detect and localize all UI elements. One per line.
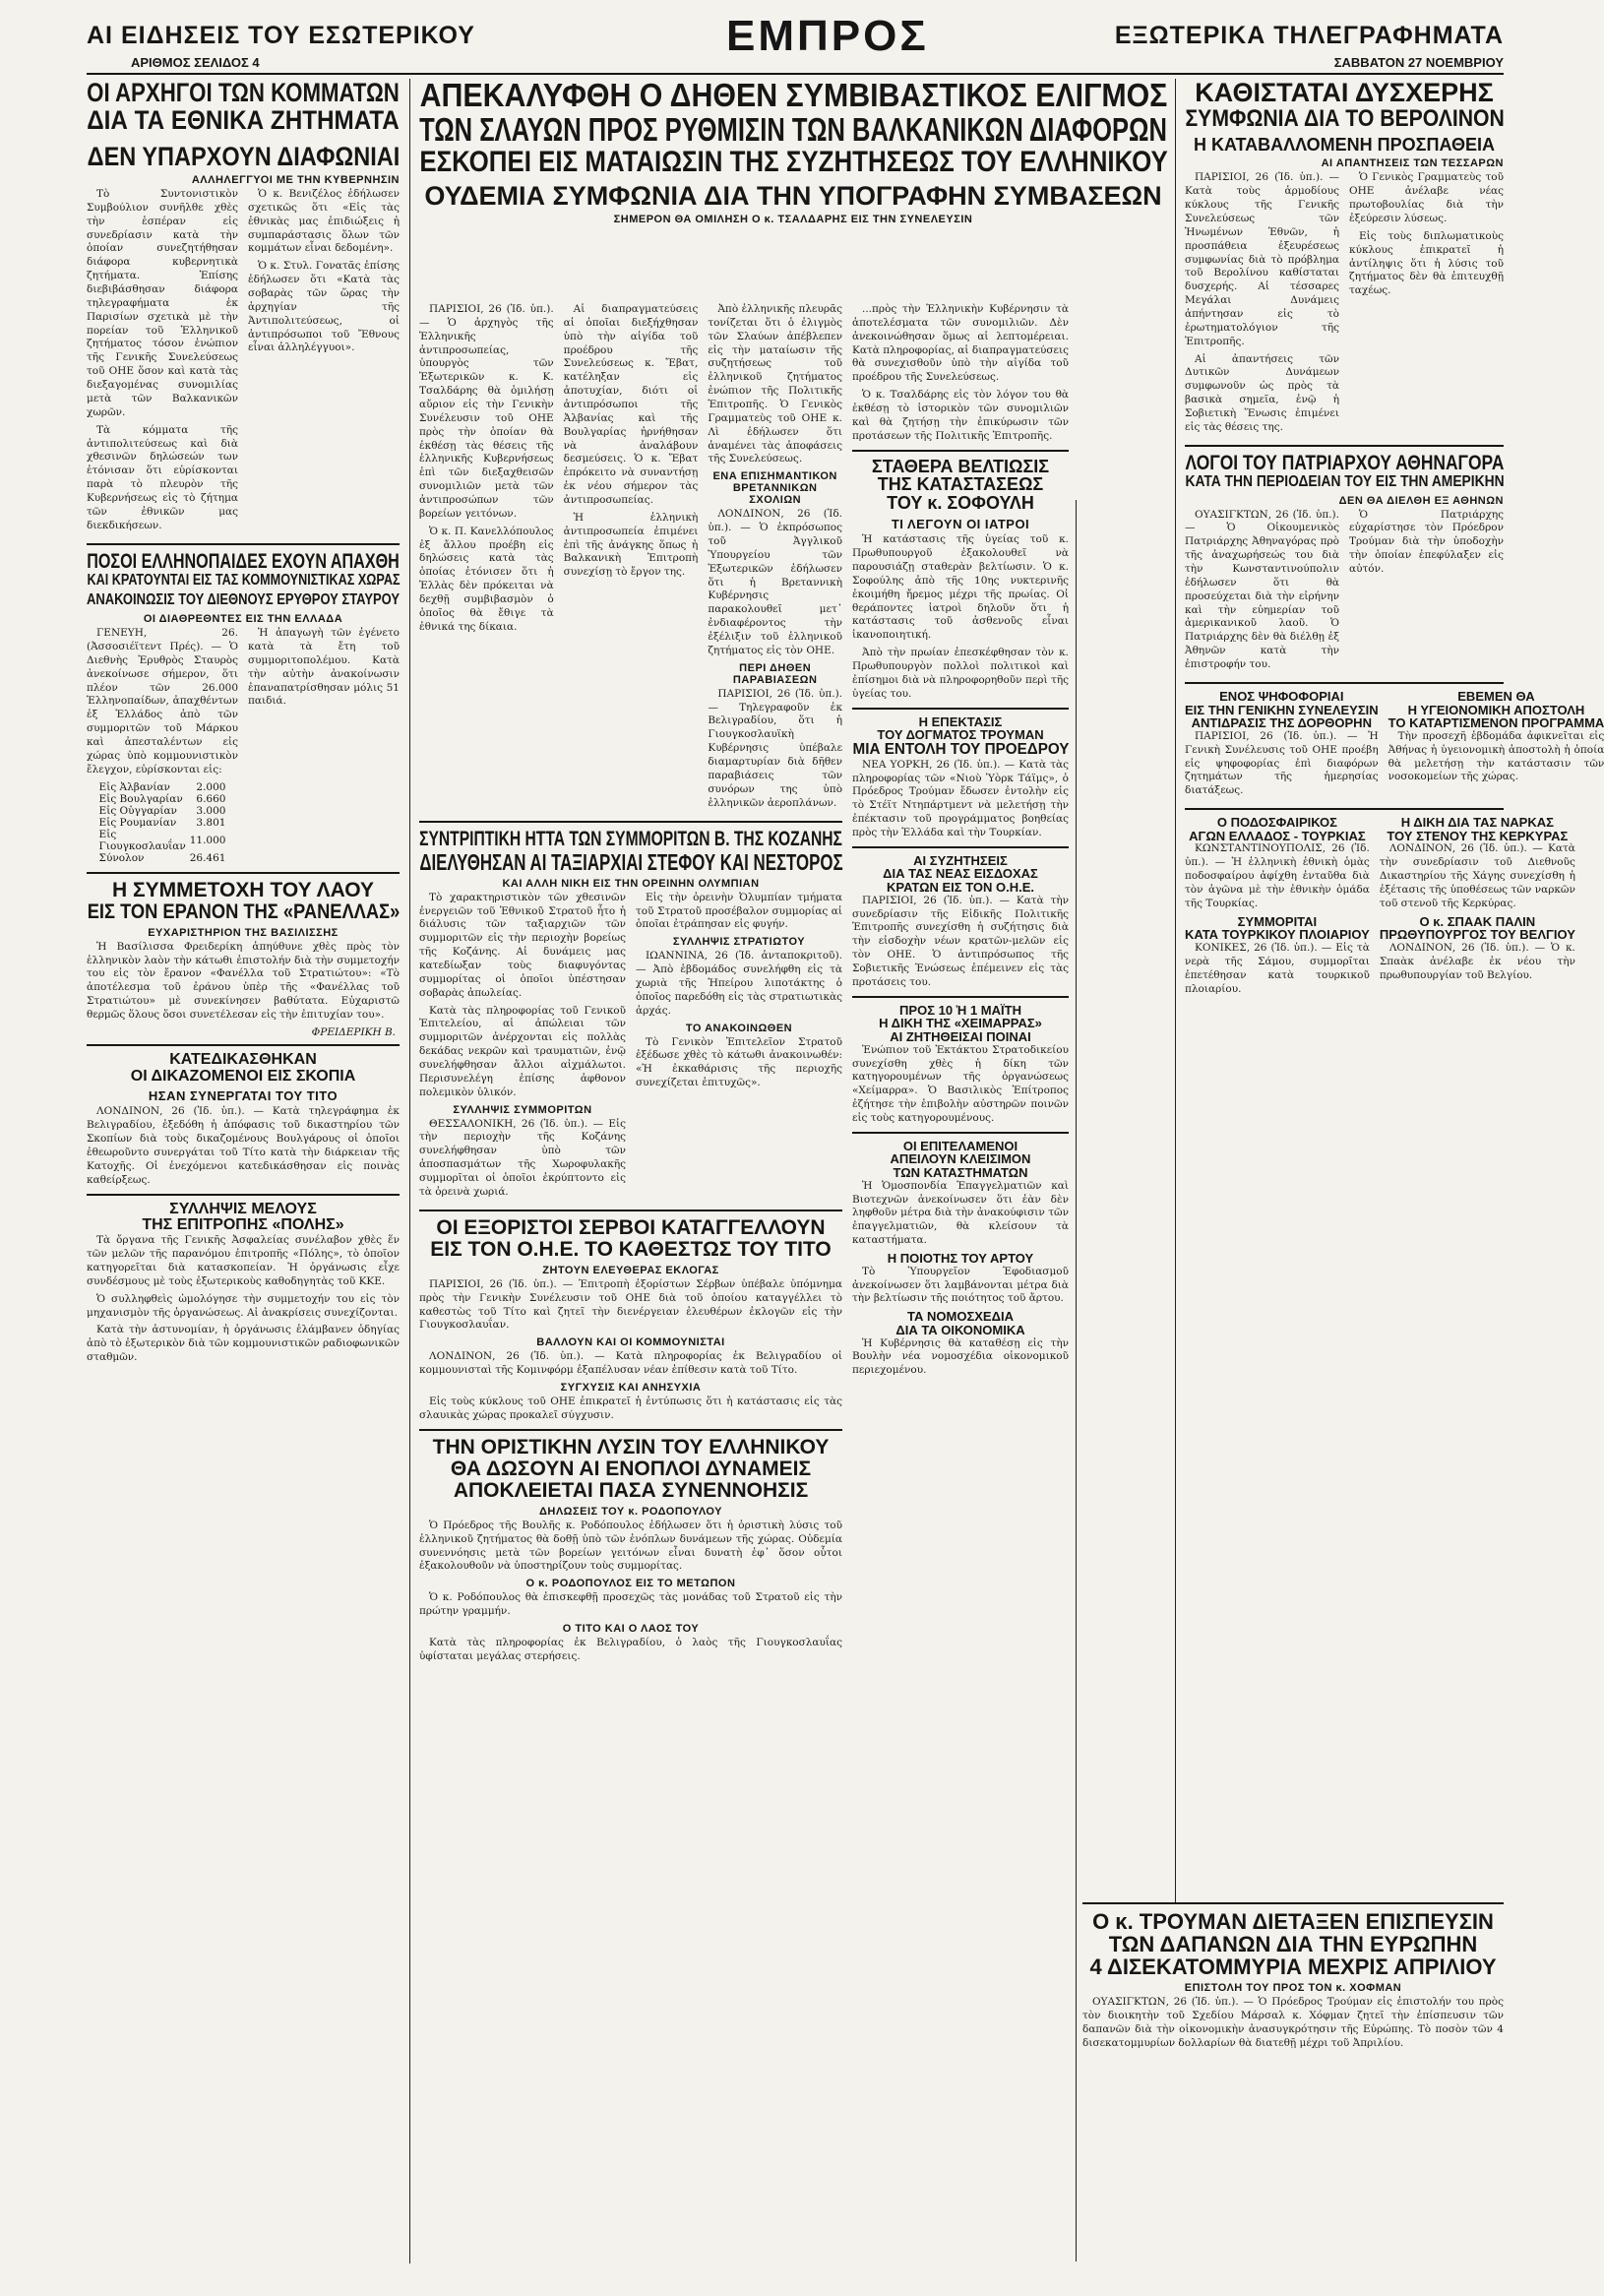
article-text: Εἰς τοὺς κύκλους τοῦ ΟΗΕ ἐπικρατεῖ ἡ ἐντύπωσις ὅτι ἡ κατάστασις εἰς τὰς σλαυικὰς χώρας προκαλεῖ σύγχυσιν. — [419, 1395, 842, 1421]
article-text: Ἡ ἀπαγωγὴ τῶν ἐγένετο κατὰ τὰ ἔτη τοῦ συμμοριτοπολέμου. Κατὰ τὴν αὐτὴν ἀνακοίνωσιν ἐπαναπατρίσθησαν μόλις 51 παιδιά. — [248, 627, 400, 708]
article-block — [419, 821, 842, 1204]
headline: ΠΡΩΘΥΠΟΥΡΓΟΣ ΤΟΥ ΒΕΛΓΙΟΥ — [1379, 927, 1575, 943]
article-text: Αἱ ἀπαντήσεις τῶν Δυτικῶν Δυνάμεων συμφωνοῦν ὡς πρὸς τὰ βασικὰ σημεῖα, ἐνῷ ἡ Σοβιετικὴ Ἕνωσις ἐπιμένει εἰς τὰς θέσεις της. — [1185, 352, 1339, 433]
article-text: Ἀπὸ ἑλληνικῆς πλευρᾶς τονίζεται ὅτι ὁ ἐλιγμὸς τῶν Σλαύων ἀπέβλεπεν εἰς τὴν ματαίωσιν τῆς συζητήσεως τοῦ ἑλληνικοῦ ζητήματος ἐνώπιον τῆς Πολιτικῆς Ἐπιτροπῆς. Ὁ Γενικὸς Γραμματεὺς τοῦ ΟΗΕ κ. Λὶ ἐδήλωσεν ὅτι ἀναμένει τὰς ἀποφάσεις τῆς Συνελεύσεως. — [708, 303, 843, 465]
article-columns — [87, 627, 400, 865]
masthead: ΕΜΠΡΟΣ — [726, 12, 929, 60]
subheadline: ΣΥΛΛΗΨΙΣ ΣΥΜΜΟΡΙΤΩΝ — [453, 1103, 592, 1116]
newspaper-page — [87, 12, 1604, 2271]
subheadline: ΣΥΓΧΥΣΙΣ ΚΑΙ ΑΝΗΣΥΧΙΑ — [560, 1381, 702, 1394]
headline: ΚΑΤΕΔΙΚΑΣΘΗΚΑΝ — [169, 1050, 317, 1068]
subheadline: ΠΕΡΙ ΔΗΘΕΝ ΠΑΡΑΒΙΑΣΕΩΝ — [732, 661, 818, 686]
headline: Η ΔΙΚΗ ΤΗΣ «ΧΕΙΜΑΡΡΑΣ» — [879, 1016, 1042, 1031]
headline: ΠΡΟΣ 10 Ἡ 1 ΜΑΪΤΗ — [899, 1002, 1021, 1018]
headline: Η ΥΓΕΙΟΝΟΜΙΚΗ ΑΠΟΣΤΟΛΗ — [1407, 702, 1585, 717]
article-block — [852, 1132, 1069, 1378]
article-text: ΚΟΝΙΚΕΣ, 26 (Ἰδ. ὑπ.). — Εἰς τὰ νερὰ τῆς Σάμου, συμμορῖται ἐπετέθησαν κατὰ τουρκικοῦ πλοιαρίου. — [1185, 941, 1370, 995]
article-text: Ἀπὸ τὴν πρωίαν ἐπεσκέφθησαν τὸν κ. Πρωθυπουργὸν πολλοὶ πολιτικοὶ καὶ ἐπίσημοι διὰ νὰ πληροφορηθοῦν περὶ τῆς ὑγείας του. — [852, 647, 1069, 700]
article-text: ΙΩΑΝΝΙΝΑ, 26 (Ἰδ. ἀνταποκριτοῦ). — Ἀπὸ ἑβδομάδος συνελήφθη εἰς τὰ χωριὰ τῆς Ἠπείρου λιποτάκτης ὁ ὁποῖος παρεδόθη εἰς τὰς στρατιωτικὰς ἀρχάς. — [636, 950, 842, 1017]
article-text: ΛΟΝΔΙΝΟΝ, 26 (Ἰδ. ὑπ.). — Ὁ ἐκπρόσωπος τοῦ Ἀγγλικοῦ Ὑπουργείου τῶν Ἐξωτερικῶν ἐδήλωσεν ὅτι ἡ Βρεταννικὴ Κυβέρνησις παρακολουθεῖ μετ᾽ ἐνδιαφέροντος τὴν ἐξέλιξιν τοῦ ἑλληνικοῦ ζητήματος εἰς τὸν ΟΗΕ. — [708, 508, 843, 656]
article-text: Ἡ Βασίλισσα Φρειδερίκη ἀπηύθυνε χθὲς πρὸς τὸν ἑλληνικὸν λαὸν τὴν κάτωθι ἐπιστολήν διὰ τὴν συμμετοχήν του εἰς τὸν ἔρανον «Φανέλλα τοῦ Στρατιώτου»: «Τὸ ἀποτέλεσμα τοῦ ἐράνου ὑπὲρ τῆς «Φανέλλας τοῦ Στρατιώτου» μὲ συνεκίνησεν βαθύτατα. Εὐχαριστῶ θερμῶς ὅλους ὅσοι συνετέλεσαν εἰς τὴν ἐπιτυχίαν του». — [87, 940, 400, 1021]
statistics-table — [97, 781, 228, 864]
article-text: ΠΑΡΙΣΙΟΙ, 26 (Ἰδ. ὑπ.). — Ὁ ἀρχηγὸς τῆς Ἑλληνικῆς ἀντιπροσωπείας, ὑπουργὸς τῶν Ἐξωτερικῶν κ. Κ. Τσαλδάρης θὰ ὁμιλήσῃ αὔριον εἰς τὴν Γενικὴν Συνέλευσιν τοῦ ΟΗΕ πρὸς τὴν ὁποίαν θὰ ἐκθέσῃ τὰς θέσεις τῆς ἑλληνικῆς Κυβερνήσεως ἐπὶ τῶν διεξαχθεισῶν συνομιλιῶν μετὰ τῶν ἀντιπροσώπων τῶν βορείων γειτόνων. — [419, 303, 554, 520]
count-cell: 6.660 — [196, 792, 226, 805]
headline: ΤΟ ΚΑΤΑΡΤΙΣΜΕΝΟΝ ΠΡΟΓΡΑΜΜΑ — [1388, 715, 1604, 731]
subheadline: ΟΙ ΔΙΑΘΡΕΘΝΤΕΣ ΕΙΣ ΤΗΝ ΕΛΛΑΔΑ — [143, 613, 343, 626]
country-cell: Εἰς Οὑγγαρίαν — [98, 804, 177, 817]
headline: ΔΙΑ ΤΑΣ ΝΕΑΣ ΕΙΣΔΟΧΑΣ — [883, 866, 1038, 882]
article-text: Τὸ Ὑπουργεῖον Ἐφοδιασμοῦ ἀνεκοίνωσεν ὅτι λαμβάνονται μέτρα διὰ τὴν βελτίωσιν τῆς ποιότητος τοῦ ἄρτου. — [852, 1265, 1069, 1305]
headline: ΑΠΕΙΛΟΥΝ ΚΛΕΙΣΙΜΟΝ — [890, 1151, 1031, 1167]
count-cell: 11.000 — [189, 834, 226, 846]
article-block — [852, 996, 1069, 1126]
subheadline: Ο κ. ΡΟΔΟΠΟΥΛΟΣ ΕΙΣ ΤΟ ΜΕΤΩΠΟΝ — [525, 1578, 736, 1590]
article-text: Κατὰ τὴν ἀστυνομίαν, ἡ ὀργάνωσις ἐλάμβανεν ὁδηγίας ἀπὸ τὸ ἐξωτερικὸν διὰ τῶν κομμουνιστικῶν ραδιοφωνικῶν σταθμῶν. — [87, 1324, 400, 1364]
signature: ΦΡΕΙΔΕΡΙΚΗ Β. — [311, 1025, 396, 1038]
article-text: ΓΕΝΕΥΗ, 26. (Ἀσσοσιέϊτεντ Πρές). — Ὁ Διεθνὴς Ἐρυθρὸς Σταυρὸς ἀνεκοίνωσε σήμερον, ὅτι πλέον τῶν 26.000 Ἑλληνοπαίδων, ἀπαχθέντων ἐξ Ἑλλάδος ἀπὸ τῶν συμμοριτῶν τοῦ Μάρκου καὶ ἀπεσταλέντων εἰς χώρας ὑπὸ κομμουνιστικὸν ἔλεγχον, εὑρίσκονται εἰς: — [87, 627, 238, 776]
headline: ΕΙΣ ΤΟΝ Ο.Η.Ε. ΤΟ ΚΑΘΕΣΤΩΣ ΤΟΥ ΤΙΤΟ — [430, 1237, 832, 1261]
headline: Ο κ. ΤΡΟΥΜΑΝ ΔΙΕΤΑΞΕΝ ΕΠΙΣΠΕΥΣΙΝ — [1092, 1909, 1494, 1934]
article-block — [852, 708, 1069, 840]
article-text: Ἡ ἑλληνικὴ ἀντιπροσωπεία ἐπιμένει ἐπὶ τῆς ἀνάγκης ὅπως ἡ Βαλκανικὴ Ἐπιτροπὴ συνεχίσῃ τὸ ἔργον της. — [563, 511, 699, 579]
article-row — [1185, 808, 1575, 1000]
headline: ΔΙΕΛΥΘΗΣΑΝ ΑΙ ΤΑΞΙΑΡΧΙΑΙ ΣΤΕΦΟΥ ΚΑΙ ΝΕΣΤΟΡΟΣ — [418, 848, 843, 875]
article-text: ΛΟΝΔΙΝΟΝ, 26 (Ἰδ. ὑπ.). — Κατὰ τὴν συνεδρίασιν τοῦ Διεθνοῦς Δικαστηρίου τῆς Χάγης συνεχίσθη ἡ ἐξέτασις τῆς ὑποθέσεως τῶν ναρκῶν τοῦ στενοῦ τῆς Κερκύρας. — [1379, 842, 1575, 909]
headline: Ο ΠΟΔΟΣΦΑΙΡΙΚΟΣ — [1216, 815, 1337, 831]
article-text: ΠΑΡΙΣΙΟΙ, 26 (Ἰδ. ὑπ.). — Τηλεγραφοῦν ἐκ Βελιγραδίου, ὅτι ἡ Γιουγκοσλαυϊκὴ Κυβέρνησις ὑπέβαλε διαμαρτυρίαν διὰ δῆθεν παραβιάσεις τῶν συνόρων της ὑπὸ ἑλληνικῶν ἀεροπλάνων. — [708, 687, 843, 809]
article-text: Κατὰ τὰς πληροφορίας ἐκ Βελιγραδίου, ὁ λαὸς τῆς Γιουγκοσλαυΐας ὑφίσταται μεγάλας στερήσεις. — [419, 1637, 842, 1662]
column-rule — [409, 79, 410, 2264]
headline: 4 ΔΙΣΕΚΑΤΟΜΜΥΡΙΑ ΜΕΧΡΙΣ ΑΠΡΙΛΙΟΥ — [1089, 1955, 1497, 1980]
subheadline: ΔΕΝ ΘΑ ΔΙΕΛΘΗ ΕΞ ΑΘΗΝΩΝ — [1338, 494, 1504, 507]
table-row — [97, 852, 228, 864]
table-row — [97, 817, 228, 829]
article-block — [1185, 690, 1379, 802]
page-number: ΑΡΙΘΜΟΣ ΣΕΛΙΔΟΣ 4 — [131, 55, 260, 70]
subheadline: ΗΣΑΝ ΣΥΝΕΡΓΑΤΑΙ ΤΟΥ ΤΙΤΟ — [148, 1088, 339, 1104]
subheadline: ΚΑΙ ΑΛΛΗ ΝΙΚΗ ΕΙΣ ΤΗΝ ΟΡΕΙΝΗΝ ΟΛΥΜΠΙΑΝ — [502, 877, 760, 890]
article-text: Ἡ Ὁμοσπονδία Ἐπαγγελματιῶν καὶ Βιοτεχνῶν ἀνεκοίνωσεν ὅτι ἐὰν δὲν ληφθοῦν μέτρα διὰ τὴν ἀνακούφισιν τῶν ἐπαγγελματιῶν, θὰ κλείσουν τὰ καταστήματα. — [852, 1179, 1069, 1247]
article-text: ΛΟΝΔΙΝΟΝ, 26 (Ἰδ. ὑπ.). — Κατὰ τηλεγράφημα ἐκ Βελιγραδίου, ἐξεδόθη ἡ ἀπόφασις τοῦ δικαστηρίου τῶν Σκοπίων διὰ τοὺς δικαζομένους Βουλγάρους οἱ ὁποῖοι ἐθεωροῦντο συνεργάται τοῦ Τίτο κατὰ τὴν διάρκειαν τῆς Κατοχῆς. Οἱ ἐνεχόμενοι κατεδικάσθησαν εἰς ποινὰς καθείρξεως. — [87, 1105, 400, 1186]
article-block — [87, 1194, 400, 1365]
headline: ΣΥΝΤΡΙΠΤΙΚΗ ΗΤΤΑ ΤΩΝ ΣΥΜΜΟΡΙΤΩΝ Β. ΤΗΣ ΚΟΖΑΝΗΣ — [419, 827, 842, 850]
headline: Η ΠΟΙΟΤΗΣ ΤΟΥ ΑΡΤΟΥ — [887, 1251, 1034, 1267]
article-text: Ἡ Κυβέρνησις θὰ καταθέσῃ εἰς τὴν Βουλὴν νέα νομοσχέδια οἰκονομικοῦ περιεχομένου. — [852, 1336, 1069, 1377]
article-text: ΛΟΝΔΙΝΟΝ, 26 (Ἰδ. ὑπ.). — Κατὰ πληροφορίας ἐκ Βελιγραδίου οἱ κομμουνισταὶ τῆς Κομινφόρμ ἐξαπέλυσαν νέαν ἐπίθεσιν κατὰ τοῦ Τίτο. — [419, 1350, 842, 1377]
article-text: Ὁ κ. Στυλ. Γονατᾶς ἐπίσης ἐδήλωσεν ὅτι «Κατὰ τὰς σοβαρὰς τῶν ὥρας τὴν ἀρχηγίαν τῆς Ἀντιπολιτεύσεως, οἱ ἀντιπρόσωποι τοῦ Ἔθνους εἶναι ἀλληλέγγυοι». — [248, 260, 400, 354]
headline: ΑΝΤΙΔΡΑΣΙΣ ΤΗΣ ΔΟΡΘΟΡΗΝ — [1191, 715, 1372, 731]
article-text: ΘΕΣΣΑΛΟΝΙΚΗ, 26 (Ἰδ. ὑπ.). — Εἰς τὴν περιοχὴν τῆς Κοζάνης συνελήφθησαν ὑπὸ τῶν ἀποσπασμάτων τῆς Χωροφυλακῆς συμμορῖται οἱ ὁποῖοι ἐκρύπτοντο εἰς τὰ ὀρεινὰ χωριά. — [419, 1117, 626, 1198]
subheadline: ΣΗΜΕΡΟΝ ΘΑ ΟΜΙΛΗΣΗ Ο κ. ΤΣΑΛΔΑΡΗΣ ΕΙΣ ΤΗΝ ΣΥΝΕΛΕΥΣΙΝ — [613, 214, 973, 226]
article-text: Ὁ κ. Ροδόπουλος θὰ ἐπισκεφθῇ προσεχῶς τὰς μονάδας τοῦ Στρατοῦ εἰς τὴν πρώτην γραμμήν. — [419, 1591, 842, 1618]
headline: ΟΙ ΑΡΧΗΓΟΙ ΤΩΝ ΚΟΜΜΑΤΩΝ — [87, 78, 400, 107]
article-text: Ὁ Γενικὸς Γραμματεὺς τοῦ ΟΗΕ ἀνέλαβε νέας πρωτοβουλίας διὰ τὴν ἐξεύρεσιν λύσεως. — [1349, 171, 1504, 224]
article-block — [1082, 1902, 1504, 2264]
article-text: ΠΑΡΙΣΙΟΙ, 26 (Ἰδ. ὑπ.). — Κατὰ τὴν συνεδρίασιν τῆς Εἰδικῆς Πολιτικῆς Ἐπιτροπῆς συνεχίσθη ἡ συζήτησις διὰ τὴν εἰσδοχὴν νέων κρατῶν-μελῶν εἰς τὸν ΟΗΕ. Ὁ ἀντιπρόσωπος τῆς Σοβιετικῆς Ἑνώσεως ἐπέμεινεν εἰς τὰς προτάσεις του. — [852, 894, 1069, 988]
article-text: Ὁ συλληφθεὶς ὡμολόγησε τὴν συμμετοχήν του εἰς τὸν μηχανισμὸν τῆς ὀργανώσεως. Αἱ ἀνακρίσεις συνεχίζονται. — [87, 1292, 400, 1319]
lead-headline: ΟΥΔΕΜΙΑ ΣΥΜΦΩΝΙΑ ΔΙΑ ΤΗΝ ΥΠΟΓΡΑΦΗΝ ΣΥΜΒΑΣΕΩΝ — [424, 180, 1162, 211]
article-text: Τὸ Συντονιστικὸν Συμβούλιον συνῆλθε χθὲς τὴν ἑσπέραν εἰς συνεδρίασιν κατὰ τὴν ὁποίαν συνεζητήθησαν διάφορα κυβερνητικὰ ζητήματα. Ἐπίσης διεβιβάσθησαν διάφορα τηλεγραφήματα ἐκ Παρισίων σχετικὰ μὲ τὴν πορείαν τοῦ Ἑλληνικοῦ ζητήματος τόσον ἐνώπιον τῆς Γενικῆς Συνελεύσεως τοῦ ΟΗΕ ὅσον καὶ κατὰ τὰς διεξαγομένας συνομιλίας μετὰ τῶν Βαλκανικῶν χωρῶν. — [87, 188, 238, 418]
headline: ΠΟΣΟΙ ΕΛΛΗΝΟΠΑΙΔΕΣ ΕΧΟΥΝ ΑΠΑΧΘΗ — [87, 549, 400, 573]
article-block — [87, 1044, 400, 1188]
article-block — [1388, 690, 1604, 802]
article-block — [1185, 816, 1370, 1000]
issue-date: ΣΑΒΒΑΤΟΝ 27 ΝΟΕΜΒΡΙΟΥ — [1333, 55, 1504, 70]
count-cell: 2.000 — [196, 780, 226, 793]
center-right-subcolumn — [852, 303, 1069, 2264]
headline: Η ΔΙΚΗ ΔΙΑ ΤΑΣ ΝΑΡΚΑΣ — [1400, 815, 1554, 831]
headline: ΣΤΑΘΕΡΑ ΒΕΛΤΙΩΣΙΣ — [871, 456, 1050, 476]
article-columns — [1185, 171, 1504, 438]
article-block — [1185, 445, 1504, 676]
table-row — [97, 781, 228, 793]
headline: ΘΑ ΔΩΣΟΥΝ ΑΙ ΕΝΟΠΛΟΙ ΔΥΝΑΜΕΙΣ — [450, 1457, 812, 1480]
article-text: Ὁ κ. Π. Κανελλόπουλος ἐξ ἄλλου προέβη εἰς δηλώσεις κατὰ τὰς ὁποίας ἐτόνισεν ὅτι ἡ Ἑλλὰς δὲν πρόκειται νὰ δεχθῇ συμβιβασμὸν ὁ ὁποῖος θὰ ἔθιγε τὰ ἐθνικά της δίκαια. — [419, 525, 554, 633]
headline: ΜΙΑ ΕΝΤΟΛΗ ΤΟΥ ΠΡΟΕΔΡΟΥ — [852, 740, 1069, 758]
article-text: Εἰς τὴν ὀρεινὴν Ὀλυμπίαν τμήματα τοῦ Στρατοῦ προσέβαλον συμμορίας αἱ ὁποῖαι ἐτράπησαν εἰς φυγήν. — [636, 891, 842, 931]
headline: ΣΥΜΜΟΡΙΤΑΙ — [1237, 913, 1318, 929]
subheadline: ΕΠΙΣΤΟΛΗ ΤΟΥ ΠΡΟΣ ΤΟΝ κ. ΧΟΦΜΑΝ — [1184, 1982, 1402, 1995]
article-block — [87, 872, 400, 1038]
headline: ΚΑΘΙΣΤΑΤΑΙ ΔΥΣΧΕΡΗΣ — [1195, 78, 1494, 107]
headline: Η ΕΠΕΚΤΑΣΙΣ — [918, 714, 1003, 729]
article-text: Εἰς τοὺς διπλωματικοὺς κύκλους ἐπικρατεῖ ἡ ἀντίληψις ὅτι ἡ λύσις τοῦ ζητήματος δὲν θὰ ἐπιτευχθῇ ταχέως. — [1349, 229, 1504, 297]
headline: ΑΙ ΣΥΖΗΤΗΣΕΙΣ — [913, 852, 1008, 868]
headline: Η ΚΑΤΑΒΑΛΛΟΜΕΝΗ ΠΡΟΣΠΑΘΕΙΑ — [1193, 134, 1496, 155]
headline: ΛΟΓΟΙ ΤΟΥ ΠΑΤΡΙΑΡΧΟΥ ΑΘΗΝΑΓΟΡΑ — [1185, 451, 1504, 474]
headline: ΕΙΣ ΤΟΝ ΕΡΑΝΟΝ ΤΗΣ «ΡΑΝΕΛΛΑΣ» — [87, 900, 400, 923]
article-columns — [419, 303, 842, 815]
article-text: Τὰ κόμματα τῆς ἀντιπολιτεύσεως καὶ διὰ χθεσινῶν δηλώσεών των ἐτόνισαν ὅτι εὑρίσκονται παρὰ τὸ πλευρὸν τῆς Κυβερνήσεως εἰς τὸ ζήτημα τῶν ἐθνικῶν μας διεκδικήσεων. — [87, 423, 238, 531]
article-block — [87, 543, 400, 866]
headline: ΚΑΙ ΚΡΑΤΟΥΝΤΑΙ ΕΙΣ ΤΑΣ ΚΟΜΜΟΥΝΙΣΤΙΚΑΣ ΧΩΡΑΣ — [87, 571, 401, 589]
headline: ΤΗΝ ΟΡΙΣΤΙΚΗΝ ΛΥΣΙΝ ΤΟΥ ΕΛΛΗΝΙΚΟΥ — [432, 1435, 830, 1458]
headline: ΕΙΣ ΤΗΝ ΓΕΝΙΚΗΝ ΣΥΝΕΛΕΥΣΙΝ — [1185, 702, 1379, 717]
left-column — [87, 79, 400, 2264]
headline: ΕΒΕΜΕΝ ΘΑ — [1457, 688, 1535, 704]
headline: ΟΙ ΕΞΟΡΙΣΤΟΙ ΣΕΡΒΟΙ ΚΑΤΑΓΓΕΛΛΟΥΝ — [436, 1215, 826, 1239]
headline: ΤΟΥ κ. ΣΟΦΟΥΛΗ — [887, 493, 1034, 514]
headline: Ο κ. ΣΠΑΑΚ ΠΑΛΙΝ — [1419, 913, 1536, 929]
subheadline: ΤΟ ΑΝΑΚΟΙΝΩΘΕΝ — [685, 1022, 793, 1034]
subheadline: ΒΑΛΛΟΥΝ ΚΑΙ ΟΙ ΚΟΜΜΟΥΝΙΣΤΑΙ — [536, 1336, 725, 1349]
headline: ΟΙ ΔΙΚΑΖΟΜΕΝΟΙ ΕΙΣ ΣΚΟΠΙΑ — [130, 1067, 356, 1085]
article-block — [419, 1429, 842, 1664]
article-text: Τὸ Γενικὸν Ἐπιτελεῖον Στρατοῦ ἐξέδωσε χθὲς τὸ κάτωθι ἀνακοινωθέν: «Ἡ ἐκκαθάρισις τῆς περιοχῆς συνεχίζεται ἐπιτυχῶς». — [636, 1035, 842, 1089]
country-cell: Εἰς Ἀλβανίαν — [98, 780, 170, 793]
subheadline: ΕΝΑ ΕΠΙΣΗΜΑΝΤΙΚΟΝ ΒΡΕΤΑΝΝΙΚΩΝ ΣΧΟΛΙΩΝ — [712, 470, 837, 507]
subheadline: ΣΥΛΛΗΨΙΣ ΣΤΡΑΤΙΩΤΟΥ — [672, 936, 806, 949]
article-text: Ὁ κ. Βενιζέλος ἐδήλωσεν σχετικῶς ὅτι «Εἰς τὰς ἐθνικὰς μας ἐπιδιώξεις ἡ συμπαράστασις ὅλων τῶν κομμάτων εἶναι δεδομένη». — [248, 188, 400, 255]
article-text: Κατὰ τὰς πληροφορίας τοῦ Γενικοῦ Ἐπιτελείου, αἱ ἀπώλειαι τῶν συμμοριτῶν ἀνέρχονται εἰς πολλὰς δεκάδας νεκρῶν καὶ τραυματιῶν, ἐνῷ συνελήφθησαν ἄλλοι αἰχμάλωτοι. Περισυνελέγη ἐπίσης ἀφθονον πολεμικὸν ὑλικόν. — [419, 1004, 626, 1098]
article-text: ΠΑΡΙΣΙΟΙ, 26 (Ἰδ. ὑπ.). — Ἡ Γενικὴ Συνέλευσις τοῦ ΟΗΕ προέβη εἰς ψηφοφορίας ἐπὶ διαφόρων ζητημάτων τῆς ἡμερησίας διατάξεως. — [1185, 729, 1379, 797]
article-block — [419, 1210, 842, 1423]
section-title-left: ΑΙ ΕΙΔΗΣΕΙΣ ΤΟΥ ΕΣΩΤΕΡΙΚΟΥ — [87, 22, 475, 49]
article-text: Τὴν προσεχῆ ἑβδομάδα ἀφικνεῖται εἰς Ἀθήνας ἡ ὑγειονομικὴ ἀποστολὴ ἡ ὁποία θὰ μελετήσῃ τὴν κατάστασιν τῶν νοσοκομείων τῆς χώρας. — [1388, 729, 1604, 783]
article-columns — [1185, 509, 1504, 676]
article-text: ΛΟΝΔΙΝΟΝ, 26 (Ἰδ. ὑπ.). — Ὁ κ. Σπαὰκ ἀνέλαβε ἐκ νέου τὴν πρωθυπουργίαν τοῦ Βελγίου. — [1379, 941, 1575, 981]
subheadline: ΑΙ ΑΠΑΝΤΗΣΕΙΣ ΤΩΝ ΤΕΣΣΑΡΩΝ — [1321, 157, 1504, 170]
count-cell: 3.000 — [196, 804, 226, 817]
headline: ΤΟΥ ΣΤΕΝΟΥ ΤΗΣ ΚΕΡΚΥΡΑΣ — [1387, 828, 1569, 843]
center-left-subcolumn — [419, 303, 842, 2264]
headline: ΤΗΣ ΕΠΙΤΡΟΠΗΣ «ΠΟΛΗΣ» — [142, 1216, 344, 1234]
total-value: 26.461 — [189, 851, 226, 864]
header-rule — [87, 73, 1504, 75]
headline: ΚΡΑΤΩΝ ΕΙΣ ΤΟΝ Ο.Η.Ε. — [886, 880, 1035, 896]
article-text: Ὁ Πρόεδρος τῆς Βουλῆς κ. Ροδόπουλος ἐδήλωσεν ὅτι ἡ ὁριστικὴ λύσις τοῦ ἑλληνικοῦ ζητήματος θὰ δοθῇ ὑπὸ τῶν ἐνόπλων δυνάμεων τῆς χώρας. Οὐδεμία συνεννόησις μετὰ τῶν βορείων γειτόνων εἶναι δυνατὴ ἐφ᾽ ὅσον οὗτοι ἐξακολουθοῦν νὰ ὑποστηρίζουν τοὺς συμμορίτας. — [419, 1519, 842, 1573]
article-text: Ἐνώπιον τοῦ Ἐκτάκτου Στρατοδικείου συνεχίσθη χθὲς ἡ δίκη τῶν κατηγορουμένων τῆς ὀργανώσεως «Χείμαρρα». Ὁ Βασιλικὸς Ἐπίτροπος ἐζήτησε τὴν ἐπιβολὴν αὐστηρῶν ποινῶν εἰς τοὺς κατηγορουμένους. — [852, 1043, 1069, 1124]
headline: ΑΝΑΚΟΙΝΩΣΙΣ ΤΟΥ ΔΙΕΘΝΟΥΣ ΕΡΥΘΡΟΥ ΣΤΑΥΡΟΥ — [87, 591, 401, 609]
country-cell: Εἰς Ρουμανίαν — [98, 816, 177, 829]
headline: ΤΩΝ ΚΑΤΑΣΤΗΜΑΤΩΝ — [893, 1165, 1028, 1181]
table-row — [97, 829, 228, 852]
subheadline: ΕΥΧΑΡΙΣΤΗΡΙΟΝ ΤΗΣ ΒΑΣΙΛΙΣΣΗΣ — [148, 926, 339, 939]
article-text: ΟΥΑΣΙΓΚΤΩΝ, 26 (Ἰδ. ὑπ.). — Ὁ Οἰκουμενικὸς Πατριάρχης Ἀθηναγόρας πρὸ τῆς ἀναχωρήσεώς του διὰ τὴν Κωνσταντινούπολιν ἐδήλωσεν ὅτι θὰ προσεύχεται διὰ τὴν εἰρήνην καὶ τὴν εὐημερίαν τοῦ ἀμερικανικοῦ λαοῦ. Ὁ Πατριάρχης δὲν θὰ διέλθῃ ἐξ Ἀθηνῶν κατὰ τὴν ἐπιστροφήν του. — [1185, 508, 1339, 671]
subheadline: ΖΗΤΟΥΝ ΕΛΕΥΘΕΡΑΣ ΕΚΛΟΓΑΣ — [542, 1264, 719, 1276]
article-columns — [419, 892, 842, 1204]
article-text: Τὰ ὄργανα τῆς Γενικῆς Ἀσφαλείας συνέλαβον χθὲς ἕν τῶν μελῶν τῆς παρανόμου ἐπιτροπῆς «Πόλης», τὸ ὁποῖον κατηγορεῖται διὰ κατασκοπείαν. Ἡ ὀργάνωσις εἶχε συνδέσμους μὲ τοὺς ἐξωτερικοὺς καθοδηγητὰς τοῦ ΚΚΕ. — [87, 1234, 400, 1287]
article-text: ΝΕΑ ΥΟΡΚΗ, 26 (Ἰδ. ὑπ.). — Κατὰ τὰς πληροφορίας τῶν «Νιοὺ Ὑὸρκ Τάϊμς», ὁ Πρόεδρος Τρούμαν ἔδωσεν ἐντολὴν εἰς τὸ Στέϊτ Ντηπάρτμεντ νὰ μελετήσῃ τὴν ἐπέκτασιν τοῦ προγράμματος βοηθείας πρὸς τὴν Ἑλλάδα καὶ τὴν Τουρκίαν. — [852, 758, 1069, 838]
headline: ΤΗΣ ΚΑΤΑΣΤΑΣΕΩΣ — [877, 474, 1044, 495]
headline: ΤΩΝ ΔΑΠΑΝΩΝ ΔΙΑ ΤΗΝ ΕΥΡΩΠΗΝ — [1108, 1932, 1478, 1957]
headline: ΣΥΛΛΗΨΙΣ ΜΕΛΟΥΣ — [169, 1200, 317, 1217]
article-text: ΠΑΡΙΣΙΟΙ, 26 (Ἰδ. ὑπ.). — Ἐπιτροπὴ ἐξορίστων Σέρβων ὑπέβαλε ὑπόμνημα πρὸς τὴν Γενικὴν Συνέλευσιν τοῦ ΟΗΕ διὰ τοῦ ὁποίου καταγγέλλει τὸ καθεστὼς τοῦ Τίτο καὶ ζητεῖ τὴν διενέργειαν ἐλευθέρων ἐκλογῶν εἰς τὴν Γιουγκοσλαυΐαν. — [419, 1277, 842, 1332]
article-text: ΚΩΝΣΤΑΝΤΙΝΟΥΠΟΛΙΣ, 26 (Ἰδ. ὑπ.). — Ἡ ἑλληνικὴ ἐθνικὴ ὁμὰς ποδοσφαίρου ἀφίχθη ἐνταῦθα διὰ τὸν ἀγῶνα μὲ τὴν ἐθνικὴν ὁμάδα τῆς Τουρκίας. — [1185, 842, 1370, 909]
headline: ΔΕΝ ΥΠΑΡΧΟΥΝ ΔΙΑΦΩΝΙΑΙ — [87, 141, 400, 171]
article-block — [852, 450, 1069, 702]
headline: ΤΑ ΝΟΜΟΣΧΕΔΙΑ — [907, 1309, 1014, 1325]
headline: ΤΟΥ ΔΟΓΜΑΤΟΣ ΤΡΟΥΜΑΝ — [877, 727, 1044, 743]
subheadline: Ο ΤΙΤΟ ΚΑΙ Ο ΛΑΟΣ ΤΟΥ — [562, 1623, 700, 1635]
page-header — [87, 12, 1504, 70]
headline: ΚΑΤΑ ΤΟΥΡΚΙΚΟΥ ΠΛΟΙΑΡΙΟΥ — [1185, 927, 1370, 943]
subheadline: ΔΗΛΩΣΕΙΣ ΤΟΥ κ. ΡΟΔΟΠΟΥΛΟΥ — [539, 1505, 722, 1518]
section-title-right: ΕΞΩΤΕΡΙΚΑ ΤΗΛΕΓΡΑΦΗΜΑΤΑ — [1114, 22, 1504, 49]
lead-headline: ΕΣΚΟΠΕΙ ΕΙΣ ΜΑΤΑΙΩΣΙΝ ΤΗΣ ΣΥΖΗΤΗΣΕΩΣ ΤΟΥ ΕΛΛΗΝΙΚΟΥ — [418, 146, 1168, 179]
headline: ΑΠΟΚΛΕΙΕΤΑΙ ΠΑΣΑ ΣΥΝΕΝΝΟΗΣΙΣ — [453, 1478, 809, 1502]
subheadline: ΑΛΛΗΛΕΓΓΥΟΙ ΜΕ ΤΗΝ ΚΥΒΕΡΝΗΣΙΝ — [191, 174, 400, 187]
country-cell: Εἰς Γιουγκοσλαυΐαν — [98, 828, 186, 852]
article-text: Ὁ Πατριάρχης εὐχαρίστησε τὸν Πρόεδρον Τρούμαν διὰ τὴν ὑποδοχὴν τὴν ὁποίαν ἐπεφύλαξεν εἰς αὐτόν. — [1349, 508, 1504, 576]
headline: ΔΙΑ ΤΑ ΟΙΚΟΝΟΜΙΚΑ — [895, 1322, 1025, 1337]
total-label: Σύνολον — [98, 851, 145, 864]
count-cell: 3.801 — [196, 816, 226, 829]
article-text: Ἡ κατάστασις τῆς ὑγείας τοῦ κ. Πρωθυπουργοῦ ἐξακολουθεῖ νὰ παρουσιάζῃ σταθερὰν βελτίωσιν. Ὁ κ. Σοφούλης ἀπὸ τῆς 10ης νυκτερινῆς ἐκοιμήθη ἤρεμος μέχρι τῆς πρωίας. Οἱ θεράποντες ἰατροὶ δηλοῦν ὅτι ἡ κατάστασις τοῦ ἀσθενοῦς εἶναι ἱκανοποιητική. — [852, 533, 1069, 642]
article-block — [1380, 816, 1575, 1000]
block-rule — [1082, 1902, 1504, 1904]
country-cell: Εἰς Βουλγαρίαν — [98, 792, 183, 805]
article-block — [852, 846, 1069, 990]
headline: ΑΓΩΝ ΕΛΛΑΔΟΣ - ΤΟΥΡΚΙΑΣ — [1189, 828, 1366, 843]
headline: ΟΙ ΕΠΙΤΕΛΑΜΕΝΟΙ — [902, 1138, 1018, 1153]
headline: ΣΥΜΦΩΝΙΑ ΔΙΑ ΤΟ ΒΕΡΟΛΙΝΟΝ — [1184, 105, 1505, 133]
table-row — [97, 793, 228, 805]
article-text: ...πρὸς τὴν Ἑλληνικὴν Κυβέρνησιν τὰ ἀποτελέσματα τῶν συνομιλιῶν. Δὲν ἀνεκοινώθησαν ὅμως αἱ λεπτομέρειαι. Κατὰ πληροφορίας, αἱ διαπραγματεύσεις θὰ συνεχισθοῦν ὑπὸ τὴν αἰγίδα τοῦ προέδρου τῆς Συνελεύσεως. — [852, 303, 1069, 384]
article-row — [1185, 682, 1604, 802]
subheadline: ΤΙ ΛΕΓΟΥΝ ΟΙ ΙΑΤΡΟΙ — [891, 517, 1030, 532]
headline: Η ΣΥΜΜΕΤΟΧΗ ΤΟΥ ΛΑΟΥ — [111, 878, 375, 901]
article-text: Τὸ χαρακτηριστικὸν τῶν χθεσινῶν ἐνεργειῶν τοῦ Ἐθνικοῦ Στρατοῦ ἦτο ἡ διάλυσις τῶν ταξιαρχιῶν τῶν συμμοριτῶν εἰς τὴν περιοχὴν βορείως τῆς Κοζάνης. Αἱ δυνάμεις μας κατεδίωξαν τοὺς διαφυγόντας συμμορίτας οἱ ὁποῖοι ὑπέστησαν σοβαρὰς ἀπωλείας. — [419, 891, 626, 999]
article-text: Ὁ κ. Τσαλδάρης εἰς τὸν λόγον του θὰ ἐκθέσῃ τὸ ἱστορικὸν τῶν συνομιλιῶν καὶ θὰ ζητήσῃ τὴν ἐπικύρωσιν τῶν προτάσεων τῆς Πολιτικῆς Ἐπιτροπῆς. — [852, 389, 1069, 442]
article-text: ΟΥΑΣΙΓΚΤΩΝ, 26 (Ἰδ. ὑπ.). — Ὁ Πρόεδρος Τρούμαν εἰς ἐπιστολήν του πρὸς τὸν διοικητὴν τοῦ Σχεδίου Μάρσαλ κ. Χόφμαν ζητεῖ τὴν ἐπίσπευσιν τῶν δαπανῶν διὰ τὴν οἰκονομικὴν ἀνασυγκρότησιν τῆς Εὐρώπης. Τὸ ποσὸν τῶν 4 δισεκατομμυρίων δολλαρίων θὰ διατεθῇ μέχρι τοῦ Ἀπριλίου. — [1082, 1996, 1504, 2049]
lead-headline: ΤΩΝ ΣΛΑΥΩΝ ΠΡΟΣ ΡΥΘΜΙΣΙΝ ΤΩΝ ΒΑΛΚΑΝΙΚΩΝ ΔΙΑΦΟΡΩΝ — [419, 110, 1167, 148]
article-text: Αἱ διαπραγματεύσεις αἱ ὁποῖαι διεξήχθησαν ὑπὸ τὴν αἰγίδα τοῦ προέδρου τῆς Συνελεύσεως κ. Ἔβατ, κατέληξαν εἰς ἀποτυχίαν, διότι οἱ ἀντιπρόσωποι τῆς Ἀλβανίας καὶ τῆς Βουλγαρίας ἠρνήθησαν νὰ ἀναλάβουν δεσμεύσεις. Ὁ κ. Ἔβατ ἐπρόκειτο νὰ συναντήσῃ ἐκ νέου σήμερον τὰς ἀντιπροσωπείας. — [563, 303, 699, 507]
lead-headline: ΑΠΕΚΑΛΥΦΘΗ Ο ΔΗΘΕΝ ΣΥΜΒΙΒΑΣΤΙΚΟΣ ΕΛΙΓΜΟΣ — [419, 77, 1167, 113]
headline: ΚΑΤΑ ΤΗΝ ΠΕΡΙΟΔΕΙΑΝ ΤΟΥ ΕΙΣ ΤΗΝ ΑΜΕΡΙΚΗΝ — [1185, 472, 1505, 490]
article-columns — [87, 188, 400, 536]
headline: ΕΝΟΣ ΨΗΦΟΦΟΡΙΑΙ — [1219, 688, 1344, 704]
headline: ΑΙ ΖΗΤΗΘΕΙΣΑΙ ΠΟΙΝΑΙ — [890, 1029, 1031, 1045]
headline: ΔΙΑ ΤΑ ΕΘΝΙΚΑ ΖΗΤΗΜΑΤΑ — [87, 105, 400, 136]
table-row — [97, 805, 228, 817]
article-text: ΠΑΡΙΣΙΟΙ, 26 (Ἰδ. ὑπ.). — Κατὰ τοὺς ἁρμοδίους κύκλους τῆς Γενικῆς Συνελεύσεως τῶν Ἡνωμένων Ἐθνῶν, ἡ προσπάθεια ἐξευρέσεως συμφωνίας διὰ τὸ πρόβλημα τοῦ Βερολίνου καθίσταται δυσχερής. Αἱ τέσσαρες Μεγάλαι Δυνάμεις ἀπήντησαν εἰς τὸ ἐρωτηματολόγιον τῆς Ἐπιτροπῆς. — [1185, 171, 1339, 347]
